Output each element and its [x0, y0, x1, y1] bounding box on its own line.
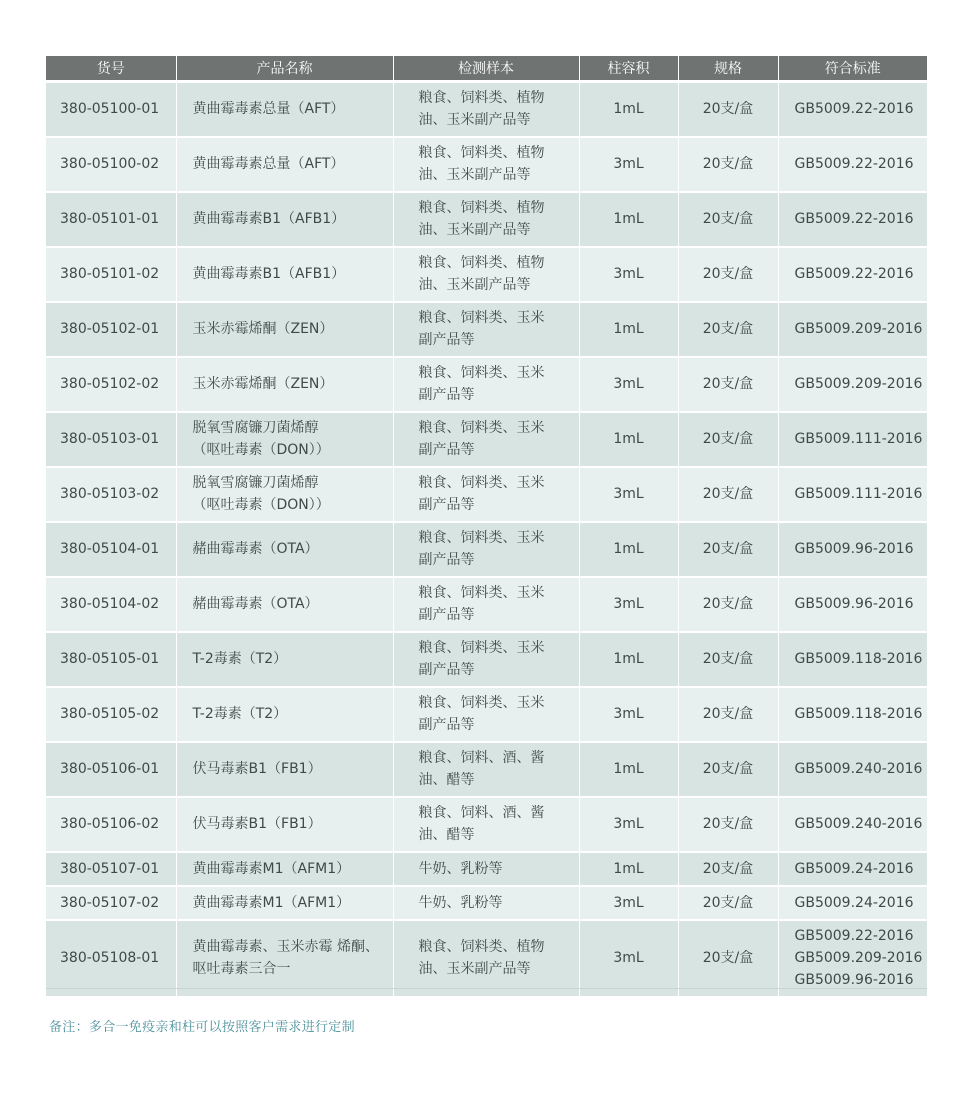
- cell-standard: [778, 82, 927, 137]
- cell-sample: [393, 192, 579, 247]
- cell-volume-line: 3mL: [613, 376, 644, 392]
- cell-standard: [778, 412, 927, 467]
- cell-code-line: 380-05104-01: [60, 541, 160, 557]
- cell-sample: [393, 577, 579, 632]
- cell-sample-line: 副产品等: [418, 607, 475, 623]
- header-product-name: 产品名称: [176, 56, 393, 82]
- cell-product-name-line: 脱氧雪腐镰刀菌烯醇: [192, 420, 319, 436]
- cell-volume-line: 1mL: [613, 321, 644, 337]
- cell-sample-line: 副产品等: [418, 497, 475, 513]
- cell-code: [46, 852, 176, 886]
- cell-code: [46, 797, 176, 852]
- cell-volume-line: 1mL: [613, 860, 644, 877]
- cell-volume: [579, 412, 678, 467]
- cell-spec-line: 20支/盒: [702, 486, 754, 502]
- cell-product-name-line: 黄曲霉毒素总量（AFT）: [192, 101, 345, 118]
- cell-code: [46, 302, 176, 357]
- cell-volume: [579, 920, 678, 996]
- cell-sample-line: 粮食、饲料类、玉米: [418, 310, 545, 326]
- cell-code: [46, 82, 176, 137]
- cell-sample: [393, 886, 579, 920]
- cell-standard: [778, 137, 927, 192]
- cell-sample: [393, 852, 579, 886]
- cell-volume-line: 3mL: [613, 894, 644, 911]
- cell-code-line: 380-05100-01: [60, 101, 160, 118]
- cell-sample-line: 油、玉米副产品等: [418, 112, 531, 129]
- table-row: [46, 137, 927, 192]
- cell-standard-line: GB5009.209-2016: [794, 950, 923, 966]
- table-row: [46, 412, 927, 467]
- cell-volume: [579, 137, 678, 192]
- cell-standard-line: GB5009.24-2016: [794, 894, 914, 911]
- cell-standard: [778, 742, 927, 797]
- cell-spec: [678, 137, 778, 192]
- cell-product-name: [176, 137, 393, 192]
- cell-spec: [678, 247, 778, 302]
- cell-sample: [393, 742, 579, 797]
- cell-sample-line: 油、醋等: [418, 772, 475, 788]
- cell-sample-line: 粮食、饲料类、植物: [418, 255, 545, 271]
- cell-standard-line: GB5009.22-2016: [794, 266, 914, 282]
- cell-spec-line: 20支/盒: [702, 376, 754, 392]
- cell-standard: [778, 357, 927, 412]
- cell-sample-line: 粮食、饲料类、玉米: [418, 640, 545, 656]
- table-bottom-rule: [46, 988, 927, 989]
- cell-product-name-line: 玉米赤霉烯酮（ZEN）: [192, 376, 334, 392]
- cell-spec: [678, 920, 778, 996]
- cell-product-name-line: T-2毒素（T2）: [192, 706, 288, 722]
- cell-standard-line: GB5009.96-2016: [794, 541, 914, 557]
- table-row: [46, 302, 927, 357]
- table-row: [46, 742, 927, 797]
- cell-sample: [393, 632, 579, 687]
- cell-spec: [678, 742, 778, 797]
- cell-standard-line: GB5009.22-2016: [794, 156, 914, 172]
- cell-sample-line: 牛奶、乳粉等: [418, 860, 503, 877]
- cell-product-name: [176, 247, 393, 302]
- cell-sample-line: 粮食、饲料类、玉米: [418, 420, 545, 436]
- cell-code-line: 380-05106-01: [60, 761, 160, 777]
- cell-product-name: [176, 467, 393, 522]
- table-row: [46, 687, 927, 742]
- cell-spec: [678, 82, 778, 137]
- cell-volume: [579, 797, 678, 852]
- cell-product-name-line: 黄曲霉毒素B1（AFB1）: [192, 211, 346, 227]
- cell-code: [46, 137, 176, 192]
- cell-volume: [579, 192, 678, 247]
- cell-standard-line: GB5009.96-2016: [794, 596, 914, 612]
- cell-volume-line: 3mL: [613, 156, 644, 172]
- cell-spec: [678, 412, 778, 467]
- header-spec: 规格: [678, 56, 778, 82]
- cell-sample-line: 牛奶、乳粉等: [418, 894, 503, 911]
- header-sample: 检测样本: [393, 56, 579, 82]
- cell-volume: [579, 247, 678, 302]
- cell-code-line: 380-05100-02: [60, 156, 160, 172]
- cell-volume: [579, 522, 678, 577]
- cell-volume-line: 3mL: [613, 950, 644, 966]
- cell-standard-line: GB5009.209-2016: [794, 376, 923, 392]
- cell-code: [46, 577, 176, 632]
- cell-standard: [778, 920, 927, 996]
- table-row: [46, 357, 927, 412]
- cell-spec: [678, 522, 778, 577]
- cell-product-name: [176, 687, 393, 742]
- cell-spec-line: 20支/盒: [702, 321, 754, 337]
- cell-volume: [579, 302, 678, 357]
- table-header-row: [46, 56, 927, 82]
- cell-standard: [778, 852, 927, 886]
- cell-spec-line: 20支/盒: [702, 651, 754, 667]
- cell-sample: [393, 412, 579, 467]
- cell-product-name: [176, 357, 393, 412]
- cell-product-name-line: 赭曲霉毒素（OTA）: [192, 596, 319, 612]
- cell-product-name-line: （呕吐毒素（DON））: [192, 497, 330, 513]
- cell-volume: [579, 577, 678, 632]
- cell-product-name: [176, 852, 393, 886]
- cell-standard-line: GB5009.96-2016: [794, 972, 914, 988]
- cell-spec-line: 20支/盒: [702, 541, 754, 557]
- table-row: [46, 920, 927, 996]
- cell-volume: [579, 467, 678, 522]
- cell-code-line: 380-05105-02: [60, 706, 160, 722]
- cell-standard: [778, 522, 927, 577]
- cell-sample-line: 粮食、饲料类、玉米: [418, 585, 545, 601]
- cell-sample-line: 副产品等: [418, 442, 475, 458]
- cell-sample: [393, 687, 579, 742]
- cell-sample-line: 油、醋等: [418, 827, 475, 843]
- cell-standard-line: GB5009.118-2016: [794, 706, 923, 722]
- cell-spec-line: 20支/盒: [702, 860, 754, 877]
- cell-product-name-line: 黄曲霉毒素B1（AFB1）: [192, 266, 346, 282]
- cell-spec: [678, 632, 778, 687]
- cell-spec: [678, 192, 778, 247]
- cell-product-name: [176, 886, 393, 920]
- cell-code-line: 380-05107-01: [60, 860, 160, 877]
- cell-sample-line: 粮食、饲料类、植物: [418, 939, 545, 955]
- cell-code: [46, 742, 176, 797]
- cell-standard-line: GB5009.240-2016: [794, 816, 923, 832]
- cell-spec: [678, 687, 778, 742]
- cell-sample: [393, 467, 579, 522]
- cell-standard: [778, 577, 927, 632]
- footnote: 备注：多合一免疫亲和柱可以按照客户需求进行定制: [49, 1020, 355, 1035]
- cell-volume-line: 1mL: [613, 101, 644, 118]
- cell-spec-line: 20支/盒: [702, 431, 754, 447]
- cell-product-name: [176, 632, 393, 687]
- cell-volume-line: 3mL: [613, 486, 644, 502]
- cell-sample-line: 粮食、饲料类、玉米: [418, 365, 545, 381]
- cell-spec-line: 20支/盒: [702, 266, 754, 282]
- cell-volume: [579, 852, 678, 886]
- cell-spec-line: 20支/盒: [702, 101, 754, 118]
- cell-code: [46, 920, 176, 996]
- cell-product-name: [176, 920, 393, 996]
- cell-standard-line: GB5009.111-2016: [794, 486, 923, 502]
- cell-product-name-line: （呕吐毒素（DON））: [192, 442, 330, 458]
- cell-sample-line: 副产品等: [418, 662, 475, 678]
- product-table: [46, 56, 927, 996]
- cell-standard: [778, 192, 927, 247]
- cell-spec: [678, 302, 778, 357]
- cell-spec: [678, 852, 778, 886]
- cell-volume-line: 3mL: [613, 706, 644, 722]
- table-row: [46, 797, 927, 852]
- cell-standard: [778, 247, 927, 302]
- cell-product-name-line: 玉米赤霉烯酮（ZEN）: [192, 321, 334, 337]
- cell-code: [46, 467, 176, 522]
- cell-spec: [678, 577, 778, 632]
- cell-standard-line: GB5009.24-2016: [794, 860, 914, 877]
- header-standard: 符合标准: [778, 56, 927, 82]
- cell-volume: [579, 886, 678, 920]
- cell-spec-line: 20支/盒: [702, 950, 754, 966]
- cell-volume-line: 1mL: [613, 211, 644, 227]
- cell-code-line: 380-05104-02: [60, 596, 160, 612]
- cell-product-name: [176, 797, 393, 852]
- cell-code-line: 380-05102-02: [60, 376, 160, 392]
- cell-product-name-line: 黄曲霉毒素M1（AFM1）: [192, 894, 351, 911]
- cell-sample-line: 副产品等: [418, 387, 475, 403]
- cell-sample-line: 油、玉米副产品等: [418, 277, 531, 293]
- cell-sample: [393, 797, 579, 852]
- cell-sample: [393, 920, 579, 996]
- cell-code: [46, 687, 176, 742]
- cell-standard: [778, 687, 927, 742]
- cell-sample-line: 粮食、饲料类、植物: [418, 90, 545, 107]
- cell-standard-line: GB5009.22-2016: [794, 928, 914, 944]
- cell-code-line: 380-05101-02: [60, 266, 160, 282]
- cell-code: [46, 247, 176, 302]
- cell-code: [46, 412, 176, 467]
- cell-product-name-line: 赭曲霉毒素（OTA）: [192, 541, 319, 557]
- cell-product-name-line: 伏马毒素B1（FB1）: [192, 761, 322, 777]
- cell-sample-line: 粮食、饲料、酒、酱: [418, 805, 545, 821]
- cell-product-name-line: 黄曲霉毒素、玉米赤霉 烯酮、: [192, 939, 379, 955]
- cell-product-name-line: 黄曲霉毒素总量（AFT）: [192, 156, 345, 172]
- cell-product-name-line: 伏马毒素B1（FB1）: [192, 816, 322, 832]
- cell-code-line: 380-05103-01: [60, 431, 160, 447]
- cell-product-name: [176, 577, 393, 632]
- cell-volume: [579, 687, 678, 742]
- cell-standard-line: GB5009.240-2016: [794, 761, 923, 777]
- cell-sample-line: 粮食、饲料类、玉米: [418, 530, 545, 546]
- cell-sample: [393, 302, 579, 357]
- cell-sample: [393, 522, 579, 577]
- table-row: [46, 467, 927, 522]
- cell-product-name: [176, 412, 393, 467]
- cell-volume-line: 1mL: [613, 651, 644, 667]
- cell-sample-line: 油、玉米副产品等: [418, 961, 531, 977]
- cell-standard: [778, 302, 927, 357]
- cell-volume-line: 1mL: [613, 431, 644, 447]
- cell-sample-line: 粮食、饲料、酒、酱: [418, 750, 545, 766]
- cell-spec-line: 20支/盒: [702, 761, 754, 777]
- cell-volume-line: 3mL: [613, 816, 644, 832]
- cell-product-name: [176, 522, 393, 577]
- cell-spec-line: 20支/盒: [702, 816, 754, 832]
- table-row: [46, 192, 927, 247]
- table-row: [46, 886, 927, 920]
- cell-spec: [678, 797, 778, 852]
- cell-standard: [778, 467, 927, 522]
- cell-product-name-line: T-2毒素（T2）: [192, 651, 288, 667]
- cell-code: [46, 522, 176, 577]
- cell-sample-line: 粮食、饲料类、植物: [418, 200, 545, 216]
- cell-sample-line: 副产品等: [418, 717, 475, 733]
- table-row: [46, 522, 927, 577]
- cell-spec: [678, 357, 778, 412]
- cell-code-line: 380-05102-01: [60, 321, 160, 337]
- cell-product-name-line: 呕吐毒素三合一: [192, 961, 291, 977]
- cell-standard: [778, 797, 927, 852]
- cell-spec-line: 20支/盒: [702, 894, 754, 911]
- table-row: [46, 632, 927, 687]
- table-row: [46, 247, 927, 302]
- cell-volume-line: 3mL: [613, 596, 644, 612]
- cell-code: [46, 357, 176, 412]
- cell-volume: [579, 632, 678, 687]
- cell-sample: [393, 82, 579, 137]
- table-row: [46, 577, 927, 632]
- cell-sample-line: 粮食、饲料类、玉米: [418, 475, 545, 491]
- header-code: 货号: [46, 56, 176, 82]
- cell-product-name-line: 脱氧雪腐镰刀菌烯醇: [192, 475, 319, 491]
- cell-code-line: 380-05107-02: [60, 894, 160, 911]
- cell-spec: [678, 886, 778, 920]
- cell-code-line: 380-05105-01: [60, 651, 160, 667]
- cell-sample-line: 粮食、饲料类、玉米: [418, 695, 545, 711]
- cell-spec-line: 20支/盒: [702, 211, 754, 227]
- cell-spec-line: 20支/盒: [702, 156, 754, 172]
- cell-volume-line: 1mL: [613, 541, 644, 557]
- cell-sample-line: 油、玉米副产品等: [418, 222, 531, 238]
- cell-standard-line: GB5009.22-2016: [794, 101, 914, 118]
- cell-code-line: 380-05101-01: [60, 211, 160, 227]
- cell-sample-line: 副产品等: [418, 552, 475, 568]
- cell-code-line: 380-05103-02: [60, 486, 160, 502]
- cell-standard: [778, 632, 927, 687]
- cell-sample-line: 副产品等: [418, 332, 475, 348]
- cell-standard: [778, 886, 927, 920]
- cell-sample: [393, 247, 579, 302]
- cell-sample-line: 粮食、饲料类、植物: [418, 145, 545, 161]
- cell-spec: [678, 467, 778, 522]
- cell-code: [46, 632, 176, 687]
- cell-product-name: [176, 742, 393, 797]
- cell-product-name: [176, 192, 393, 247]
- cell-sample: [393, 357, 579, 412]
- table-body: [46, 82, 927, 996]
- cell-standard-line: GB5009.118-2016: [794, 651, 923, 667]
- header-volume: 柱容积: [579, 56, 678, 82]
- cell-product-name: [176, 82, 393, 137]
- cell-volume: [579, 742, 678, 797]
- cell-standard-line: GB5009.209-2016: [794, 321, 923, 337]
- cell-sample: [393, 137, 579, 192]
- cell-code: [46, 886, 176, 920]
- cell-product-name-line: 黄曲霉毒素M1（AFM1）: [192, 860, 351, 877]
- cell-volume: [579, 82, 678, 137]
- table-row: [46, 82, 927, 137]
- cell-spec-line: 20支/盒: [702, 596, 754, 612]
- table-row: [46, 852, 927, 886]
- cell-sample-line: 油、玉米副产品等: [418, 167, 531, 183]
- cell-standard-line: GB5009.22-2016: [794, 211, 914, 227]
- cell-spec-line: 20支/盒: [702, 706, 754, 722]
- cell-volume: [579, 357, 678, 412]
- cell-volume-line: 3mL: [613, 266, 644, 282]
- cell-code-line: 380-05108-01: [60, 950, 160, 966]
- cell-standard-line: GB5009.111-2016: [794, 431, 923, 447]
- cell-product-name: [176, 302, 393, 357]
- cell-code: [46, 192, 176, 247]
- cell-code-line: 380-05106-02: [60, 816, 160, 832]
- cell-volume-line: 1mL: [613, 761, 644, 777]
